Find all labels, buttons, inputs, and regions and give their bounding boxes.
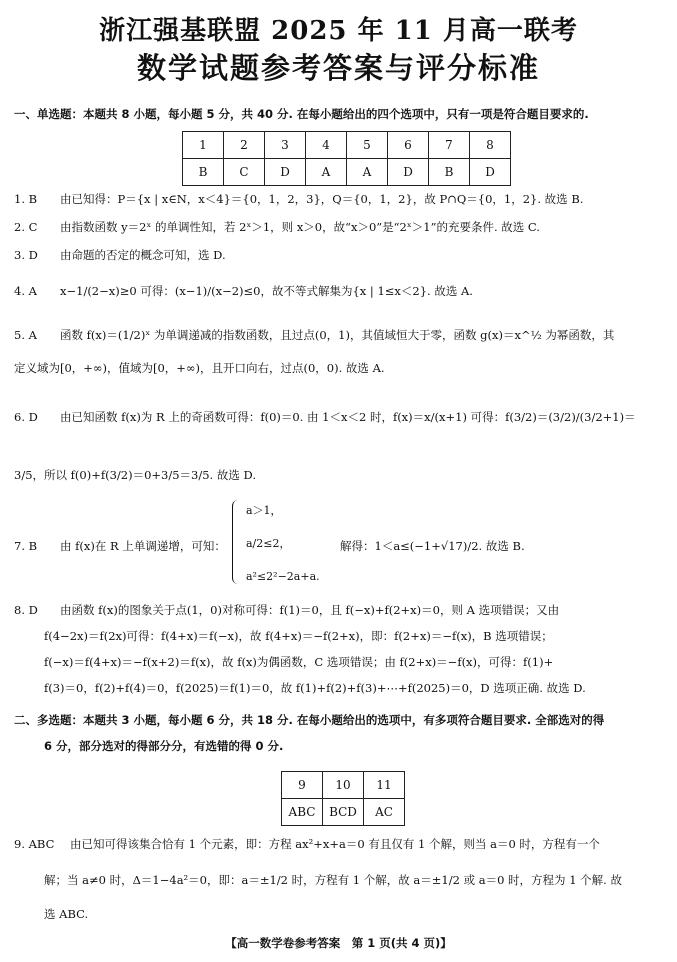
table-cell: BCD — [323, 799, 364, 826]
table-cell: 8 — [470, 132, 511, 159]
answer-number: 1. B — [14, 192, 38, 206]
table-cell: C — [224, 159, 265, 186]
table-cell: 5 — [347, 132, 388, 159]
section2-heading-line1: 二、多选题：本题共 3 小题，每小题 6 分，共 18 分. 在每小题给出的选项中，有多项符合题目要求. 全部选对的得 — [14, 713, 605, 727]
table-cell: 9 — [282, 772, 323, 799]
table-row-answers — [282, 799, 405, 826]
answer-number: 3. D — [14, 248, 38, 262]
section1-heading: 一、单选题：本题共 8 小题，每小题 5 分，共 40 分. 在每小题给出的四个选项中，只有一项是符合题目要求的. — [14, 107, 589, 121]
table-cell: 4 — [306, 132, 347, 159]
answer-6-line2: 3/5，所以 f(0)+f(3/2)＝0+3/5＝3/5. 故选 D. — [14, 468, 256, 482]
table-cell: D — [388, 159, 429, 186]
answer-text: 由指数函数 y＝2ˣ 的单调性知，若 2ˣ＞1，则 x＞0，故“x＞0”是“2ˣ＞1”的充要条件. 故选 C. — [60, 220, 540, 234]
answer-7-condition-3: a²≤2²−2a+a. — [246, 570, 320, 583]
answer-3 — [14, 242, 655, 268]
section2-answer-table — [281, 771, 405, 826]
table-cell: 6 — [388, 132, 429, 159]
answer-text: 由 f(x)在 R 上单调递增，可知： — [60, 539, 226, 553]
answer-6 — [14, 404, 655, 430]
answer-text: 由已知得：P＝{x | x∈N，x＜4}＝{0，1，2，3}，Q＝{0，1，2}，故 P∩Q＝{0，1，2}. 故选 B. — [60, 192, 584, 206]
answer-5 — [14, 322, 655, 348]
answer-number: 8. D — [14, 603, 38, 617]
answer-text: 由命题的否定的概念可知，选 D. — [60, 248, 226, 262]
answer-9 — [14, 831, 655, 857]
table-cell: 2 — [224, 132, 265, 159]
answer-8-line4: f(3)＝0，f(2)+f(4)＝0，f(2025)＝f(1)＝0，故 f(1)+f(2)+f(3)+⋯+f(2025)＝0，D 选项正确. 故选 D. — [44, 681, 586, 695]
answer-number: 4. A — [14, 284, 37, 298]
table-cell: 10 — [323, 772, 364, 799]
answer-1 — [14, 186, 655, 212]
table-cell: 1 — [183, 132, 224, 159]
answer-text-line1: 由已知函数 f(x)为 R 上的奇函数可得：f(0)＝0. 由 1＜x＜2 时，f(x)＝x/(x+1) 可得：f(3/2)＝(3/2)/(3/2+1)＝ — [60, 410, 636, 424]
table-cell: A — [306, 159, 347, 186]
table-cell: 11 — [364, 772, 405, 799]
answer-number: 2. C — [14, 220, 38, 234]
table-cell: AC — [364, 799, 405, 826]
answer-5-line2: 定义域为[0，+∞)，值域为[0，+∞)，且开口向右，过点(0，0). 故选 A. — [14, 361, 385, 375]
table-cell: B — [429, 159, 470, 186]
table-cell: A — [347, 159, 388, 186]
answer-7-result: 解得：1＜a≤(−1+√17)/2. 故选 B. — [340, 539, 525, 553]
answer-number: 6. D — [14, 410, 38, 424]
table-row-numbers — [282, 772, 405, 799]
table-row-answers — [183, 159, 511, 186]
table-cell: 7 — [429, 132, 470, 159]
answer-number: 7. B — [14, 539, 38, 553]
answer-text-line1: 函数 f(x)＝(1/2)ˣ 为单调递减的指数函数，且过点(0，1)，其值域恒大于零，函数 g(x)＝x^½ 为幂函数，其 — [60, 328, 615, 342]
answer-7-condition-1: a＞1， — [246, 504, 282, 517]
answer-9-line3: 选 ABC. — [44, 907, 89, 921]
table-cell: D — [470, 159, 511, 186]
answer-9-line2: 解；当 a≠0 时，Δ＝1−4a²＝0，即：a＝±1/2 时，方程有 1 个解，故 a＝±1/2 或 a＝0 时，方程为 1 个解. 故 — [44, 873, 622, 887]
table-cell: D — [265, 159, 306, 186]
answer-8 — [14, 597, 655, 623]
answer-2 — [14, 214, 655, 240]
answer-8-line3: f(−x)＝f(4+x)＝−f(x+2)＝f(x)，故 f(x)为偶函数，C 选项错误；由 f(2+x)＝−f(x)，可得：f(1)+ — [44, 655, 554, 669]
table-cell: ABC — [282, 799, 323, 826]
answer-7-conditions-brace — [232, 500, 241, 584]
section1-answer-table — [182, 131, 511, 186]
answer-4 — [14, 278, 655, 304]
answer-text-line1: 由函数 f(x)的图象关于点(1，0)对称可得：f(1)＝0，且 f(−x)+f(2+x)＝0，则 A 选项错误；又由 — [60, 603, 560, 617]
table-cell: B — [183, 159, 224, 186]
answer-7-condition-2: a/2≤2， — [246, 537, 291, 550]
answer-number: 5. A — [14, 328, 37, 342]
answer-number: 9. ABC — [14, 837, 55, 851]
page-footer: 【高一数学卷参考答案 第 1 页(共 4 页)】 — [225, 936, 452, 950]
answer-text: x−1/(2−x)≥0 可得：(x−1)/(x−2)≤0，故不等式解集为{x | 1≤x＜2}. 故选 A. — [60, 284, 473, 298]
title-line1: 浙江强基联盟 2025 年 11 月高一联考 — [99, 16, 578, 46]
answer-text-line1: 由已知可得该集合恰有 1 个元素，即：方程 ax²+x+a＝0 有且仅有 1 个解，则当 a＝0 时，方程有一个 — [70, 837, 600, 851]
table-cell: 3 — [265, 132, 306, 159]
table-row-numbers — [183, 132, 511, 159]
section2-heading-line2: 6 分，部分选对的得部分分，有选错的得 0 分. — [44, 739, 284, 753]
title-line2: 数学试题参考答案与评分标准 — [136, 51, 540, 85]
answer-8-line2: f(4−2x)＝f(2x)可得：f(4+x)＝f(−x)，故 f(4+x)＝−f(2+x)，即：f(2+x)＝−f(x)，B 选项错误； — [44, 629, 553, 643]
